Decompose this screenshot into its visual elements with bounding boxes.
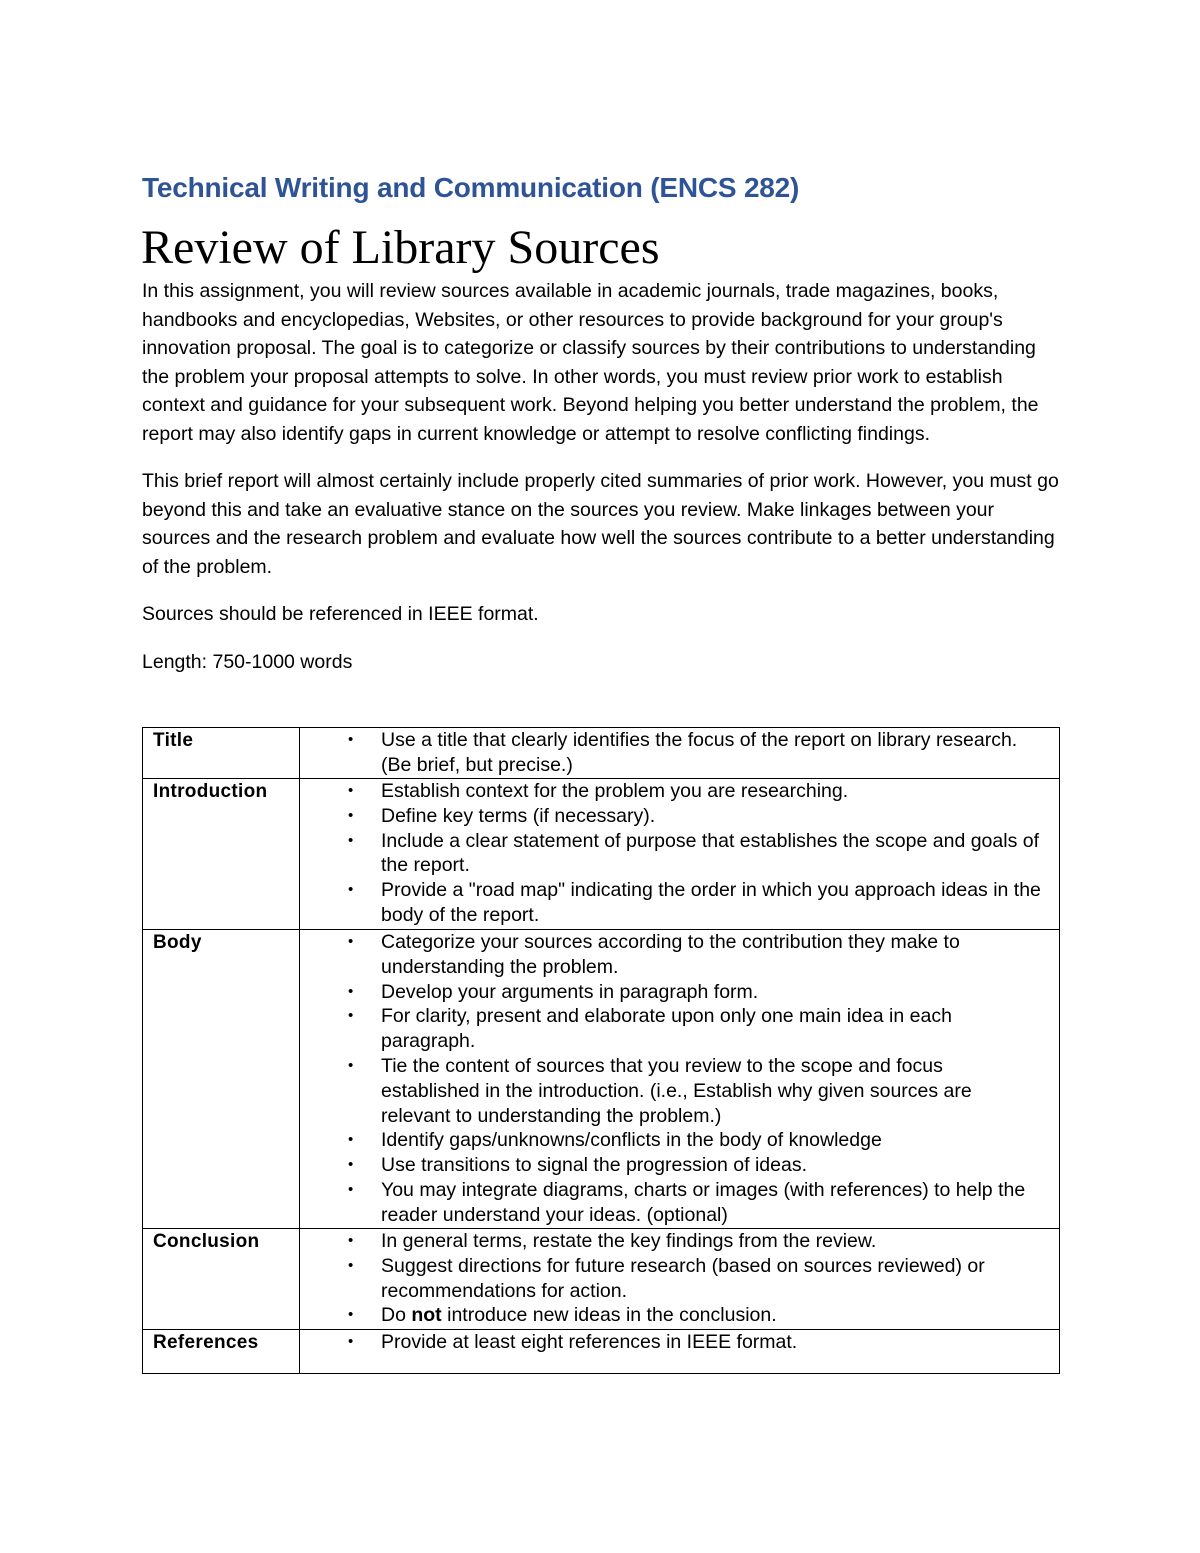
rubric-row-title: [143, 728, 1060, 779]
bullet-icon: •: [348, 933, 354, 950]
bullet-list: [300, 1229, 1045, 1328]
list-item: • Develop your arguments in paragraph form.: [348, 980, 759, 1003]
list-item: • Use a title that clearly identifies the focus of the report on library research. (Be brief, but precise.): [348, 729, 1018, 776]
list-item: • You may integrate diagrams, charts or images (with references) to help the reader understand your ideas. (optional): [348, 1178, 1026, 1226]
row-label: Conclusion: [143, 1229, 300, 1330]
reference-format-note: Sources should be referenced in IEEE format.: [142, 603, 539, 625]
bullet-icon: •: [348, 806, 354, 824]
row-label: References: [143, 1330, 300, 1374]
list-item: • Identify gaps/unknowns/conflicts in the body of knowledge: [348, 1129, 882, 1152]
bullet-icon: •: [348, 1007, 354, 1025]
list-item: • Categorize your sources according to the contribution they make to understanding the problem.: [348, 931, 960, 978]
bullet-icon: •: [348, 1156, 354, 1174]
row-content: [300, 1330, 1060, 1374]
row-content: [300, 930, 1060, 1229]
document-title: Review of Library Sources: [141, 221, 660, 274]
bullet-icon: •: [348, 881, 354, 899]
rubric-row-introduction: [143, 779, 1060, 930]
rubric-table: [142, 727, 1060, 1374]
bullet-icon: •: [348, 1333, 354, 1350]
row-label: Introduction: [143, 779, 300, 930]
emphasis-not: not: [411, 1304, 442, 1327]
bullet-icon: •: [348, 1306, 354, 1324]
list-item: • Include a clear statement of purpose that establishes the scope and goals of the report.: [348, 829, 1040, 877]
bullet-list: [300, 930, 1045, 1228]
list-item: • Establish context for the problem you are researching.: [348, 780, 849, 802]
course-title: Technical Writing and Communication (ENCS 282): [142, 172, 800, 203]
list-item: • Do not introduce new ideas in the conclusion.: [348, 1304, 777, 1327]
list-item: • Provide a "road map" indicating the order in which you approach ideas in the body of the report.: [348, 879, 1041, 926]
document-page: [141, 168, 1060, 1353]
list-item: • Suggest directions for future research (based on sources reviewed) or recommendations for action.: [348, 1254, 985, 1302]
list-item: • Use transitions to signal the progression of ideas.: [348, 1154, 807, 1177]
bullet-icon: •: [348, 831, 354, 849]
rubric-row-conclusion: [143, 1229, 1060, 1330]
list-item: • Tie the content of sources that you review to the scope and focus established in the introduction. (i.e., Establish why given sources are relevant to understanding the problem.): [348, 1054, 972, 1127]
list-item: • For clarity, present and elaborate upon only one main idea in each paragraph.: [348, 1005, 952, 1053]
bullet-list: [300, 779, 1045, 928]
row-label: Body: [143, 930, 300, 1229]
list-item: • In general terms, restate the key findings from the review.: [348, 1230, 877, 1252]
list-item: • Define key terms (if necessary).: [348, 804, 656, 827]
bullet-icon: •: [348, 1256, 354, 1274]
bullet-icon: •: [348, 1131, 354, 1149]
row-content: [300, 779, 1060, 930]
bullet-icon: •: [348, 731, 354, 748]
bullet-icon: •: [348, 782, 354, 799]
report-paragraph: This brief report will almost certainly include properly cited summaries of prior work. However, you must go beyond this and take an evaluative stance on the sources you review. Make linkages between your sources and the research problem and evaluate how well the sources contribute to a better understanding of the problem.: [142, 470, 1059, 578]
row-content: [300, 1229, 1060, 1330]
rubric-row-references: [143, 1330, 1060, 1374]
bullet-icon: •: [348, 1232, 354, 1249]
rubric-row-body: [143, 930, 1060, 1229]
list-item: • Provide at least eight references in IEEE format.: [348, 1331, 798, 1353]
bullet-list: [300, 1330, 1045, 1355]
bullet-icon: •: [348, 982, 354, 1000]
bullet-icon: •: [348, 1180, 354, 1198]
intro-paragraph: In this assignment, you will review sources available in academic journals, trade magazines, books, handbooks and encyclopedias, Websites, or other resources to provide background for your group's innovation proposal. The goal is to categorize or classify sources by their contributions to understanding the problem your proposal attempts to solve. In other words, you must review prior work to establish context and guidance for your subsequent work. Beyond helping you better understand the problem, the report may also identify gaps in current knowledge or attempt to resolve conflicting findings.: [142, 280, 1039, 445]
row-content: [300, 728, 1060, 779]
bullet-icon: •: [348, 1056, 354, 1074]
bullet-list: [300, 728, 1045, 778]
row-label: Title: [143, 728, 300, 779]
length-requirement: Length: 750-1000 words: [142, 650, 353, 673]
